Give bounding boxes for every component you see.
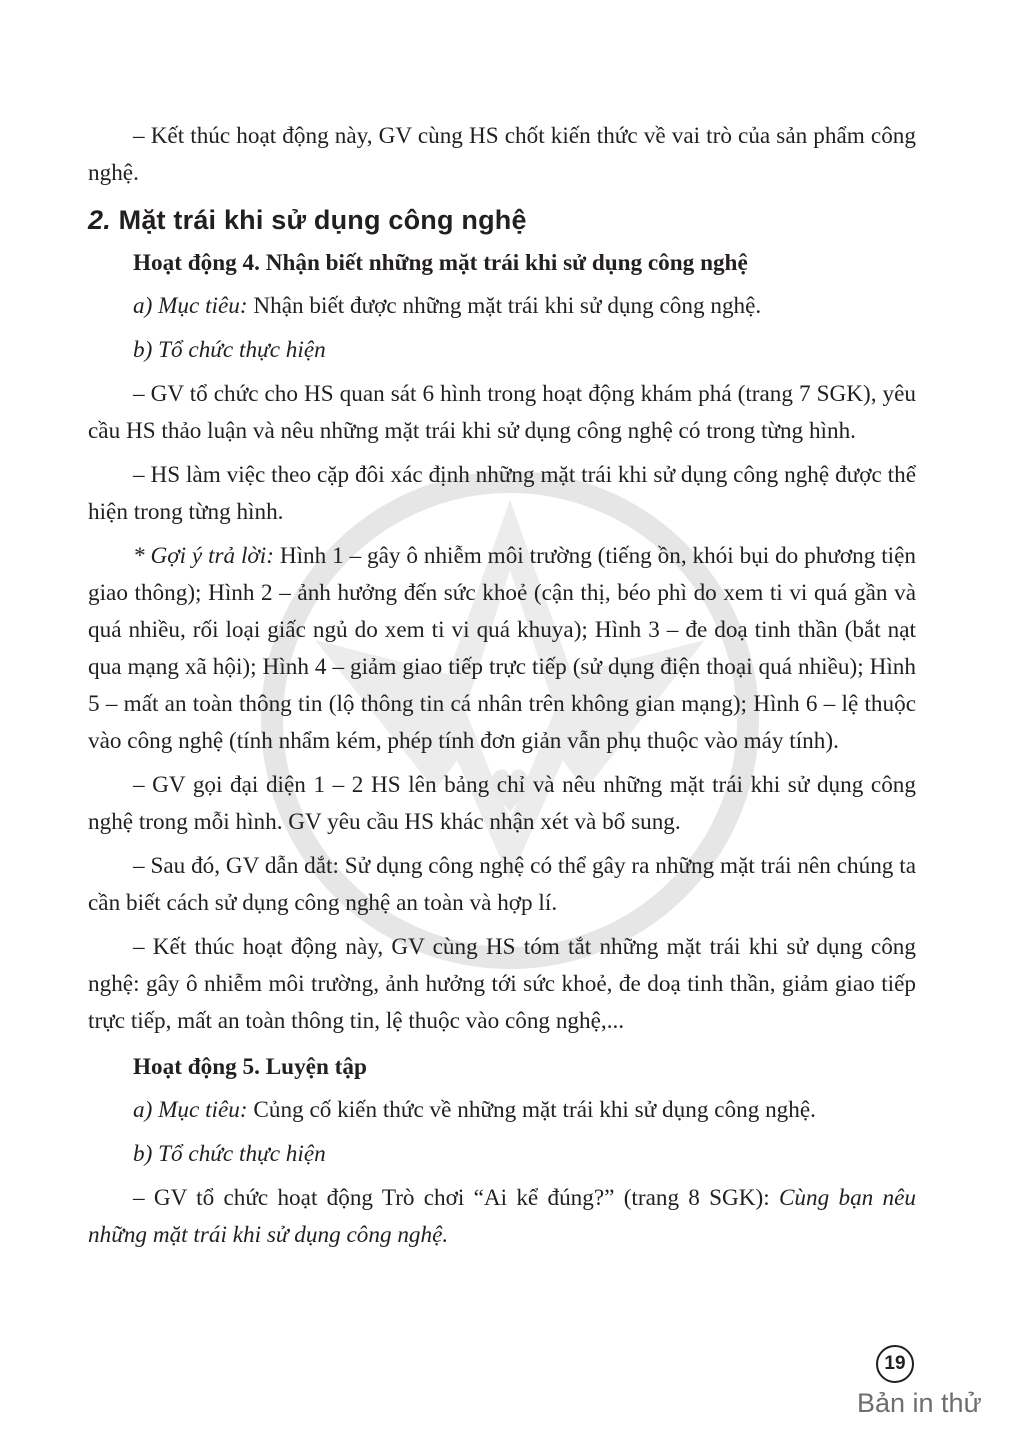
paragraph-italic-text: Cùng bạn nêu những mặt trái khi sử dụng công nghệ. [88,1185,916,1248]
activity-4-paragraph-4: – Sau đó, GV dẫn dắt: Sử dụng công nghệ có thể gây ra những mặt trái nên chúng ta cần biết cách sử dụng công nghệ an toàn và hợp lí. [88,853,916,916]
organization-label: b) Tổ chức thực hiện [133,1141,326,1167]
goal-label: a) Mục tiêu: [133,1097,248,1123]
activity-5-organization-label [88,1136,916,1173]
page-content [88,118,916,1254]
page-number-badge: 19 [876,1345,914,1383]
goal-text: Nhận biết được những mặt trái khi sử dụng công nghệ. [247,293,762,319]
activity-4-organization-label [88,332,916,369]
section-title: Mặt trái khi sử dụng công nghệ [118,205,527,235]
hint-label: * Gợi ý trả lời: [133,543,274,569]
section-heading [88,198,916,242]
paragraph-text: – GV tổ chức hoạt động Trò chơi “Ai kể đúng?” (trang 8 SGK): [133,1185,779,1211]
activity-4-paragraph-1: – GV tổ chức cho HS quan sát 6 hình trong hoạt động khám phá (trang 7 SGK), yêu cầu HS thảo luận và nêu những mặt trái khi sử dụng công nghệ có trong từng hình. [88,381,916,444]
goal-text: Củng cố kiến thức về những mặt trái khi sử dụng công nghệ. [247,1097,816,1123]
activity-4-paragraph-5: – Kết thúc hoạt động này, GV cùng HS tóm tắt những mặt trái khi sử dụng công nghệ: gây ô nhiễm môi trường, ảnh hưởng tới sức khoẻ, đe doạ tinh thần, giảm giao tiếp trực tiếp, mất an toàn thông tin, lệ thuộc vào công nghệ,... [88,934,916,1034]
hint-text: Hình 1 – gây ô nhiễm môi trường (tiếng ồn, khói bụi do phương tiện giao thông); Hình 2 – ảnh hưởng đến sức khoẻ (cận thị, béo phì do xem ti vi quá gần và quá nhiều, rối loại giấc ngủ do xem ti vi quá khuya); Hình 3 – đe doạ tinh thần (bắt nạt qua mạng xã hội); Hình 4 – giảm giao tiếp trực tiếp (sử dụng điện thoại quá nhiều); Hình 5 – mất an toàn thông tin (lộ thông tin cá nhân trên không gian mạng); Hình 6 – lệ thuộc vào công nghệ (tính nhẩm kém, phép tính đơn giản vẫn phụ thuộc vào máy tính). [88,543,916,754]
activity-4-goal [88,288,916,325]
activity-4-title: Hoạt động 4. Nhận biết những mặt trái khi sử dụng công nghệ [133,250,748,276]
goal-label: a) Mục tiêu: [133,293,248,319]
activity-4-paragraph-3: – GV gọi đại diện 1 – 2 HS lên bảng chỉ và nêu những mặt trái khi sử dụng công nghệ trong mỗi hình. GV yêu cầu HS khác nhận xét và bổ sung. [88,772,916,835]
draft-label: Bản in thử [857,1388,982,1418]
intro-paragraph: – Kết thúc hoạt động này, GV cùng HS chốt kiến thức về vai trò của sản phẩm công nghệ. [88,123,916,186]
activity-5-goal [88,1092,916,1129]
section-number: 2. [88,205,111,235]
activity-4-paragraph-2: – HS làm việc theo cặp đôi xác định những mặt trái khi sử dụng công nghệ được thể hiện trong từng hình. [88,462,916,525]
activity-5-paragraph-1 [88,1180,916,1254]
organization-label: b) Tổ chức thực hiện [133,337,326,363]
activity-5-title: Hoạt động 5. Luyện tập [133,1054,367,1080]
activity-4-hint [88,538,916,760]
